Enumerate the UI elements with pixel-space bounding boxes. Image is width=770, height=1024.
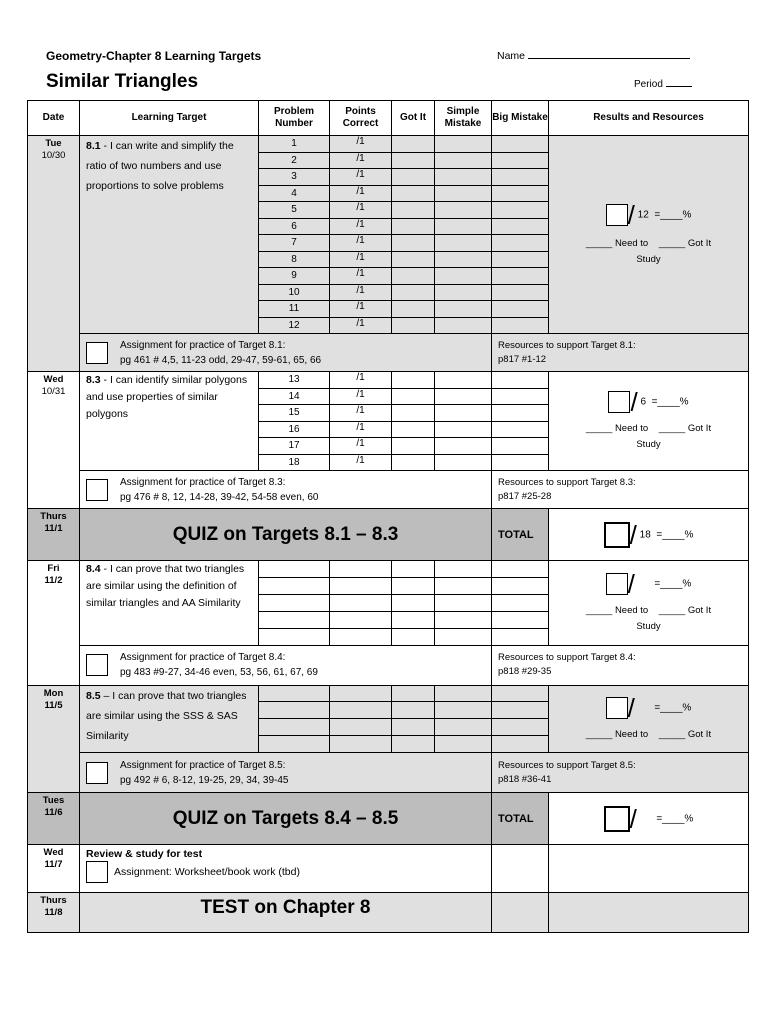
results-8-4 [549, 561, 749, 646]
simple-mistake-cell[interactable] [435, 372, 492, 389]
assignment-checkbox[interactable] [86, 479, 108, 501]
score-checkbox[interactable] [606, 204, 628, 226]
score-total: 18 [639, 529, 651, 541]
big-mistake-cell[interactable] [492, 611, 549, 628]
slash-icon: / [627, 199, 635, 230]
got-it-cell[interactable] [392, 301, 435, 318]
date-cell [28, 685, 80, 793]
problem-number[interactable] [259, 736, 330, 753]
simple-mistake-cell[interactable] [435, 202, 492, 219]
assignment-checkbox[interactable] [86, 762, 108, 784]
table-row [28, 509, 749, 561]
study-label: Study [636, 620, 661, 632]
problem-number: 16 [259, 421, 330, 438]
problem-number: 15 [259, 405, 330, 422]
problem-number[interactable] [259, 561, 330, 578]
resources-pages: p818 #29-35 [498, 666, 552, 677]
target-number: 8.5 [86, 689, 101, 702]
target-8-4 [80, 561, 259, 646]
big-mistake-cell[interactable] [492, 317, 549, 334]
points-correct[interactable]: /1 [330, 317, 392, 334]
simple-mistake-cell[interactable] [435, 405, 492, 422]
big-mistake-cell[interactable] [492, 405, 549, 422]
points-correct[interactable]: /1 [330, 405, 392, 422]
big-mistake-cell[interactable] [492, 736, 549, 753]
col-points-correct: Points Correct [330, 101, 392, 136]
simple-mistake-cell[interactable] [435, 251, 492, 268]
percent-field: =____% [654, 702, 692, 714]
need-to-study: _____ Need to [585, 423, 649, 434]
got-it-cell[interactable] [392, 454, 435, 471]
problem-number: 11 [259, 301, 330, 318]
simple-mistake-cell[interactable] [435, 561, 492, 578]
simple-mistake-cell[interactable] [435, 577, 492, 594]
got-it-cell[interactable] [392, 736, 435, 753]
need-to-study: _____ Need to [585, 237, 649, 249]
big-mistake-cell[interactable] [492, 301, 549, 318]
percent-field: =____% [656, 529, 694, 541]
simple-mistake-cell[interactable] [435, 152, 492, 169]
points-correct[interactable] [330, 611, 392, 628]
learning-targets-table [27, 100, 749, 933]
problem-number: 3 [259, 169, 330, 186]
points-correct[interactable] [330, 719, 392, 736]
percent-field: =____% [654, 578, 692, 590]
simple-mistake-cell[interactable] [435, 685, 492, 702]
target-8-3 [80, 372, 259, 471]
points-correct[interactable]: /1 [330, 218, 392, 235]
assignment-pages: pg 483 #9-27, 34-46 even, 53, 56, 61, 67, 69 [120, 667, 318, 678]
points-correct[interactable]: /1 [330, 268, 392, 285]
date-cell [28, 893, 80, 933]
resources-pages: p817 #25-28 [498, 490, 552, 502]
big-mistake-cell[interactable] [492, 372, 549, 389]
slash-icon: / [630, 387, 638, 417]
assignment-pages: pg 476 # 8, 12, 14-28, 39-42, 54-58 even, 60 [120, 491, 319, 503]
big-mistake-cell[interactable] [492, 628, 549, 645]
target-8-5 [80, 685, 259, 753]
date-label: 11/5 [44, 699, 63, 711]
big-mistake-cell[interactable] [492, 152, 549, 169]
quiz-1-score [549, 509, 749, 561]
big-mistake-cell[interactable] [492, 454, 549, 471]
results-8-5 [549, 685, 749, 753]
period-field[interactable] [634, 79, 692, 90]
got-it-cell[interactable] [392, 202, 435, 219]
problem-number[interactable] [259, 685, 330, 702]
points-correct[interactable]: /1 [330, 169, 392, 186]
simple-mistake-cell[interactable] [435, 301, 492, 318]
got-it-cell[interactable] [392, 628, 435, 645]
points-correct[interactable] [330, 628, 392, 645]
score-checkbox[interactable] [604, 522, 630, 548]
got-it-cell[interactable] [392, 284, 435, 301]
blank-cell [549, 893, 749, 933]
simple-mistake-cell[interactable] [435, 185, 492, 202]
page-title: Similar Triangles [46, 71, 199, 92]
date-label: 10/31 [41, 386, 66, 397]
got-it-cell[interactable] [392, 685, 435, 702]
big-mistake-cell[interactable] [492, 268, 549, 285]
date-cell [28, 136, 80, 372]
simple-mistake-cell[interactable] [435, 284, 492, 301]
problem-number: 2 [259, 152, 330, 169]
simple-mistake-cell[interactable] [435, 594, 492, 611]
col-simple-mistake: Simple Mistake [435, 101, 492, 136]
points-correct[interactable] [330, 594, 392, 611]
simple-mistake-cell[interactable] [435, 454, 492, 471]
big-mistake-cell[interactable] [492, 702, 549, 719]
score-checkbox[interactable] [606, 697, 628, 719]
problem-number: 13 [259, 372, 330, 389]
period-line [666, 86, 692, 87]
date-label: 11/2 [44, 575, 63, 586]
got-it-cell[interactable] [392, 317, 435, 334]
simple-mistake-cell[interactable] [435, 702, 492, 719]
points-correct[interactable]: /1 [330, 185, 392, 202]
simple-mistake-cell[interactable] [435, 628, 492, 645]
got-it-cell[interactable] [392, 185, 435, 202]
problem-number: 6 [259, 218, 330, 235]
assignment-row [28, 334, 749, 372]
assignment-title: Assignment for practice of Target 8.1: [120, 339, 286, 351]
got-it-cell[interactable] [392, 438, 435, 455]
date-label: 11/6 [44, 807, 63, 818]
problem-number: 8 [259, 251, 330, 268]
col-got-it: Got It [392, 101, 435, 136]
assignment-checkbox[interactable] [86, 861, 108, 883]
problem-number[interactable] [259, 594, 330, 611]
day-label: Thurs [40, 895, 67, 906]
big-mistake-cell[interactable] [492, 438, 549, 455]
simple-mistake-cell[interactable] [435, 218, 492, 235]
got-it-cell[interactable] [392, 421, 435, 438]
got-it-label: _____ Got It [658, 423, 712, 434]
score-checkbox[interactable] [608, 391, 630, 413]
got-it-cell[interactable] [392, 152, 435, 169]
got-it-cell[interactable] [392, 388, 435, 405]
big-mistake-cell[interactable] [492, 218, 549, 235]
big-mistake-cell[interactable] [492, 202, 549, 219]
blank-cell [549, 845, 749, 893]
problem-number[interactable] [259, 719, 330, 736]
points-correct[interactable]: /1 [330, 202, 392, 219]
resources-cell [492, 753, 749, 793]
score-total: 12 [637, 209, 649, 221]
points-correct[interactable] [330, 702, 392, 719]
got-it-label: _____ Got It [658, 604, 712, 616]
simple-mistake-cell[interactable] [435, 235, 492, 252]
blank-cell [492, 845, 549, 893]
date-label: 11/7 [44, 859, 63, 870]
slash-icon: / [629, 519, 637, 550]
day-label: Tues [42, 795, 65, 806]
simple-mistake-cell[interactable] [435, 317, 492, 334]
total-label: TOTAL [492, 793, 549, 845]
resources-pages: p818 #36-41 [498, 773, 552, 785]
simple-mistake-cell[interactable] [435, 438, 492, 455]
problem-number: 5 [259, 202, 330, 219]
col-date: Date [28, 101, 80, 136]
points-correct[interactable] [330, 577, 392, 594]
problem-number: 9 [259, 268, 330, 285]
total-label: TOTAL [492, 509, 549, 561]
assignment-title: Assignment for practice of Target 8.4: [120, 652, 286, 663]
target-text: - I can write and simplify the ratio of two numbers and use proportions to solve problems [86, 140, 234, 192]
points-correct[interactable]: /1 [330, 284, 392, 301]
date-cell [28, 372, 80, 509]
problem-number: 4 [259, 185, 330, 202]
blank-cell [492, 893, 549, 933]
assignment-cell [80, 471, 492, 509]
problem-number: 7 [259, 235, 330, 252]
got-it-cell[interactable] [392, 594, 435, 611]
name-label: Name [497, 50, 526, 62]
col-problem-number: Problem Number [259, 101, 330, 136]
big-mistake-cell[interactable] [492, 136, 549, 153]
problem-number: 10 [259, 284, 330, 301]
header-row [28, 101, 749, 136]
got-it-cell[interactable] [392, 719, 435, 736]
assignment-row [28, 645, 749, 685]
got-it-cell[interactable] [392, 702, 435, 719]
resources-title: Resources to support Target 8.4: [498, 652, 636, 663]
assignment-title: Assignment for practice of Target 8.3: [120, 476, 286, 488]
resources-title: Resources to support Target 8.1: [498, 339, 636, 351]
big-mistake-cell[interactable] [492, 388, 549, 405]
date-cell [28, 793, 80, 845]
date-cell [28, 509, 80, 561]
table-row [28, 136, 749, 153]
points-correct[interactable]: /1 [330, 152, 392, 169]
results-8-3 [549, 372, 749, 471]
slash-icon: / [627, 568, 635, 599]
study-label: Study [636, 439, 661, 450]
problem-number: 18 [259, 454, 330, 471]
points-correct[interactable] [330, 736, 392, 753]
big-mistake-cell[interactable] [492, 235, 549, 252]
problem-number: 14 [259, 388, 330, 405]
got-it-cell[interactable] [392, 405, 435, 422]
percent-field: =____% [651, 396, 689, 408]
problem-number: 1 [259, 136, 330, 153]
got-it-cell[interactable] [392, 169, 435, 186]
got-it-cell[interactable] [392, 268, 435, 285]
assignment-checkbox[interactable] [86, 654, 108, 676]
review-cell [80, 845, 492, 893]
quiz-1-label: QUIZ on Targets 8.1 – 8.3 [80, 509, 492, 561]
problem-number[interactable] [259, 628, 330, 645]
col-learning-target: Learning Target [80, 101, 259, 136]
points-correct[interactable] [330, 561, 392, 578]
got-it-cell[interactable] [392, 561, 435, 578]
score-checkbox[interactable] [604, 806, 630, 832]
points-correct[interactable]: /1 [330, 421, 392, 438]
name-line [528, 58, 690, 59]
need-to-study: _____ Need to [585, 604, 649, 616]
big-mistake-cell[interactable] [492, 719, 549, 736]
resources-cell [492, 645, 749, 685]
assignment-pages: pg 492 # 6, 8-12, 19-25, 29, 34, 39-45 [120, 774, 289, 786]
col-results: Results and Resources [549, 101, 749, 136]
quiz-2-score [549, 793, 749, 845]
quiz-2-label: QUIZ on Targets 8.4 – 8.5 [80, 793, 492, 845]
got-it-cell[interactable] [392, 218, 435, 235]
date-label: 11/1 [44, 523, 63, 534]
big-mistake-cell[interactable] [492, 561, 549, 578]
target-text: - I can identify similar polygons and use properties of similar polygons [86, 374, 248, 420]
simple-mistake-cell[interactable] [435, 169, 492, 186]
day-label: Tue [45, 138, 62, 149]
day-label: Wed [43, 374, 64, 385]
simple-mistake-cell[interactable] [435, 736, 492, 753]
points-correct[interactable]: /1 [330, 438, 392, 455]
percent-field: =____% [656, 813, 694, 825]
big-mistake-cell[interactable] [492, 251, 549, 268]
big-mistake-cell[interactable] [492, 185, 549, 202]
day-label: Mon [43, 687, 64, 699]
test-label: TEST on Chapter 8 [80, 893, 492, 933]
target-text: - I can prove that two triangles are similar using the definition of similar triangles and AA Similarity [86, 563, 245, 609]
assignment-checkbox[interactable] [86, 342, 108, 364]
simple-mistake-cell[interactable] [435, 388, 492, 405]
assignment-title: Assignment for practice of Target 8.5: [120, 759, 286, 771]
got-it-cell[interactable] [392, 251, 435, 268]
points-correct[interactable]: /1 [330, 372, 392, 389]
simple-mistake-cell[interactable] [435, 268, 492, 285]
big-mistake-cell[interactable] [492, 421, 549, 438]
resources-pages: p817 #1-12 [498, 353, 547, 365]
got-it-label: _____ Got It [658, 728, 712, 740]
big-mistake-cell[interactable] [492, 594, 549, 611]
simple-mistake-cell[interactable] [435, 421, 492, 438]
big-mistake-cell[interactable] [492, 685, 549, 702]
points-correct[interactable]: /1 [330, 388, 392, 405]
score-checkbox[interactable] [606, 573, 628, 595]
simple-mistake-cell[interactable] [435, 136, 492, 153]
points-correct[interactable]: /1 [330, 235, 392, 252]
table-row [28, 685, 749, 702]
target-text: – I can prove that two triangles are similar using the SSS & SAS Similarity [86, 689, 247, 742]
score-total: 6 [640, 396, 647, 408]
points-correct[interactable] [330, 685, 392, 702]
got-it-cell[interactable] [392, 577, 435, 594]
review-label: Review & study for test [86, 848, 203, 860]
big-mistake-cell[interactable] [492, 577, 549, 594]
resources-cell [492, 471, 749, 509]
assignment-pages: pg 461 # 4,5, 11-23 odd, 29-47, 59-61, 65, 66 [120, 354, 322, 366]
slash-icon: / [629, 803, 637, 834]
results-8-1 [549, 136, 749, 334]
col-big-mistake: Big Mistake [492, 101, 549, 136]
resources-title: Resources to support Target 8.5: [498, 759, 636, 771]
resources-cell [492, 334, 749, 372]
table-row [28, 893, 749, 933]
assignment-cell [80, 753, 492, 793]
got-it-label: _____ Got It [658, 237, 712, 249]
assignment-cell [80, 645, 492, 685]
points-correct[interactable]: /1 [330, 136, 392, 153]
assignment-row [28, 471, 749, 509]
name-field[interactable] [497, 50, 690, 62]
problem-number[interactable] [259, 577, 330, 594]
target-number: 8.1 [86, 140, 101, 152]
slash-icon: / [627, 692, 635, 723]
problem-number[interactable] [259, 702, 330, 719]
points-correct[interactable]: /1 [330, 251, 392, 268]
points-correct[interactable]: /1 [330, 301, 392, 318]
table-row [28, 793, 749, 845]
big-mistake-cell[interactable] [492, 284, 549, 301]
date-label: 11/8 [44, 907, 63, 918]
problem-number: 17 [259, 438, 330, 455]
problem-number[interactable] [259, 611, 330, 628]
points-correct[interactable]: /1 [330, 454, 392, 471]
got-it-cell[interactable] [392, 235, 435, 252]
table-row [28, 561, 749, 578]
simple-mistake-cell[interactable] [435, 719, 492, 736]
table-row [28, 845, 749, 893]
table-row [28, 372, 749, 389]
big-mistake-cell[interactable] [492, 169, 549, 186]
day-label: Fri [47, 563, 60, 574]
assignment-row [28, 753, 749, 793]
percent-field: =____% [654, 209, 692, 221]
resources-title: Resources to support Target 8.3: [498, 476, 636, 488]
date-label: 10/30 [41, 150, 66, 161]
got-it-cell[interactable] [392, 136, 435, 153]
assignment-cell [80, 334, 492, 372]
date-cell [28, 845, 80, 893]
target-8-1 [80, 136, 259, 334]
got-it-cell[interactable] [392, 611, 435, 628]
study-label: Study [636, 253, 661, 265]
target-number: 8.3 [86, 374, 101, 386]
need-to-study: _____ Need to [585, 728, 649, 740]
course-title: Geometry-Chapter 8 Learning Targets [46, 49, 262, 63]
review-assignment: Assignment: Worksheet/book work (tbd) [114, 866, 300, 878]
problem-number: 12 [259, 317, 330, 334]
got-it-cell[interactable] [392, 372, 435, 389]
simple-mistake-cell[interactable] [435, 611, 492, 628]
day-label: Wed [43, 847, 64, 858]
target-number: 8.4 [86, 563, 101, 575]
period-label: Period [634, 79, 663, 90]
day-label: Thurs [40, 511, 67, 522]
date-cell [28, 561, 80, 686]
